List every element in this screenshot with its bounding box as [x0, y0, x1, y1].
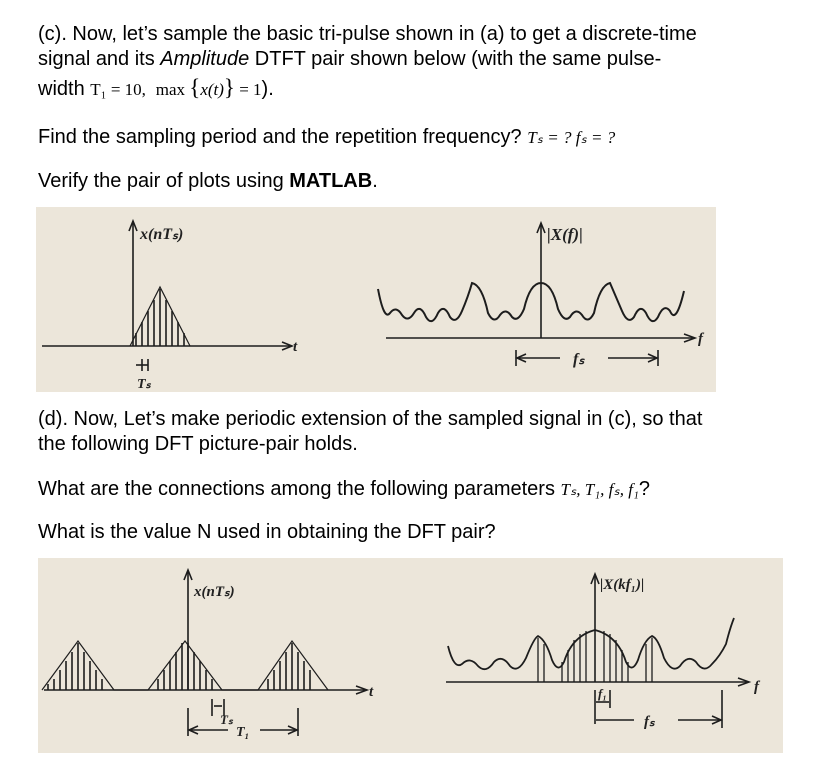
figure-c-fs-label: fₛ	[573, 351, 585, 368]
figure-d-background	[38, 558, 783, 753]
part-c-line3-start: width	[38, 78, 85, 100]
matlab-label: MATLAB	[289, 170, 373, 192]
figure-d-left-label: x(nTₛ)	[194, 584, 235, 600]
x-of-t: x(t)	[200, 80, 224, 99]
verify-text: Verify the pair of plots using	[38, 170, 290, 192]
figure-c-scan	[36, 207, 716, 392]
part-c-verify	[38, 169, 378, 194]
sampling-question-math: Tₛ = ? fₛ = ?	[527, 128, 616, 147]
open-brace: {	[189, 75, 201, 100]
part-c-line2-end: DTFT pair shown below (with the same pulse-	[249, 48, 662, 70]
max-amplitude-equation	[151, 75, 262, 100]
part-c-line3	[38, 75, 274, 102]
figure-c-ts-label: Tₛ	[137, 377, 151, 392]
part-c-line2-start: signal and its	[38, 48, 161, 70]
part-c-line3-end: ).	[261, 78, 274, 100]
figure-c-right-label: |X(f)|	[547, 225, 583, 244]
figure-c-left-axis-label: t	[293, 339, 298, 355]
figure-d-left-axis-label: t	[369, 684, 374, 700]
part-c-line2	[38, 47, 661, 72]
figure-d-fs-label: fₛ	[644, 714, 655, 730]
figure-d-t1-label: T₁	[236, 725, 250, 740]
figure-d-scan	[38, 558, 783, 753]
sampling-question: Find the sampling period and the repetition frequency?	[38, 126, 522, 148]
part-d-line2: the following DFT picture-pair holds.	[38, 433, 358, 455]
connections-parameters: Tₛ, T₁, fₛ, f₁	[560, 480, 639, 499]
amplitude-emphasis: Amplitude	[160, 48, 250, 70]
connections-question-mark: ?	[638, 478, 650, 500]
figure-d-ts-label: Tₛ	[220, 712, 233, 727]
figure-c-left-label: x(nTₛ)	[140, 226, 184, 243]
max-operator: max	[155, 80, 186, 99]
connections-question: What are the connections among the following parameters	[38, 478, 555, 500]
part-c-line1: (c). Now, let’s sample the basic tri-pulse shown in (a) to get a discrete-time	[38, 23, 697, 45]
max-value: = 1	[239, 80, 262, 99]
verify-period: .	[372, 170, 378, 192]
part-d-question2: What is the value N used in obtaining the DFT pair?	[38, 521, 496, 543]
pulse-width-equation: T₁ = 10,	[90, 80, 146, 99]
figure-d-right-label: |X(kf₁)|	[600, 577, 645, 593]
figure-d-f1-label: f₁	[598, 686, 607, 701]
part-d-line1: (d). Now, Let’s make periodic extension of the sampled signal in (c), so that	[38, 408, 703, 430]
figure-c-right-axis-label: f	[698, 331, 703, 347]
close-brace: }	[223, 75, 235, 100]
part-d-question1	[38, 477, 650, 502]
part-c-question	[38, 125, 615, 150]
figure-d-right-axis-label: f	[754, 679, 759, 695]
